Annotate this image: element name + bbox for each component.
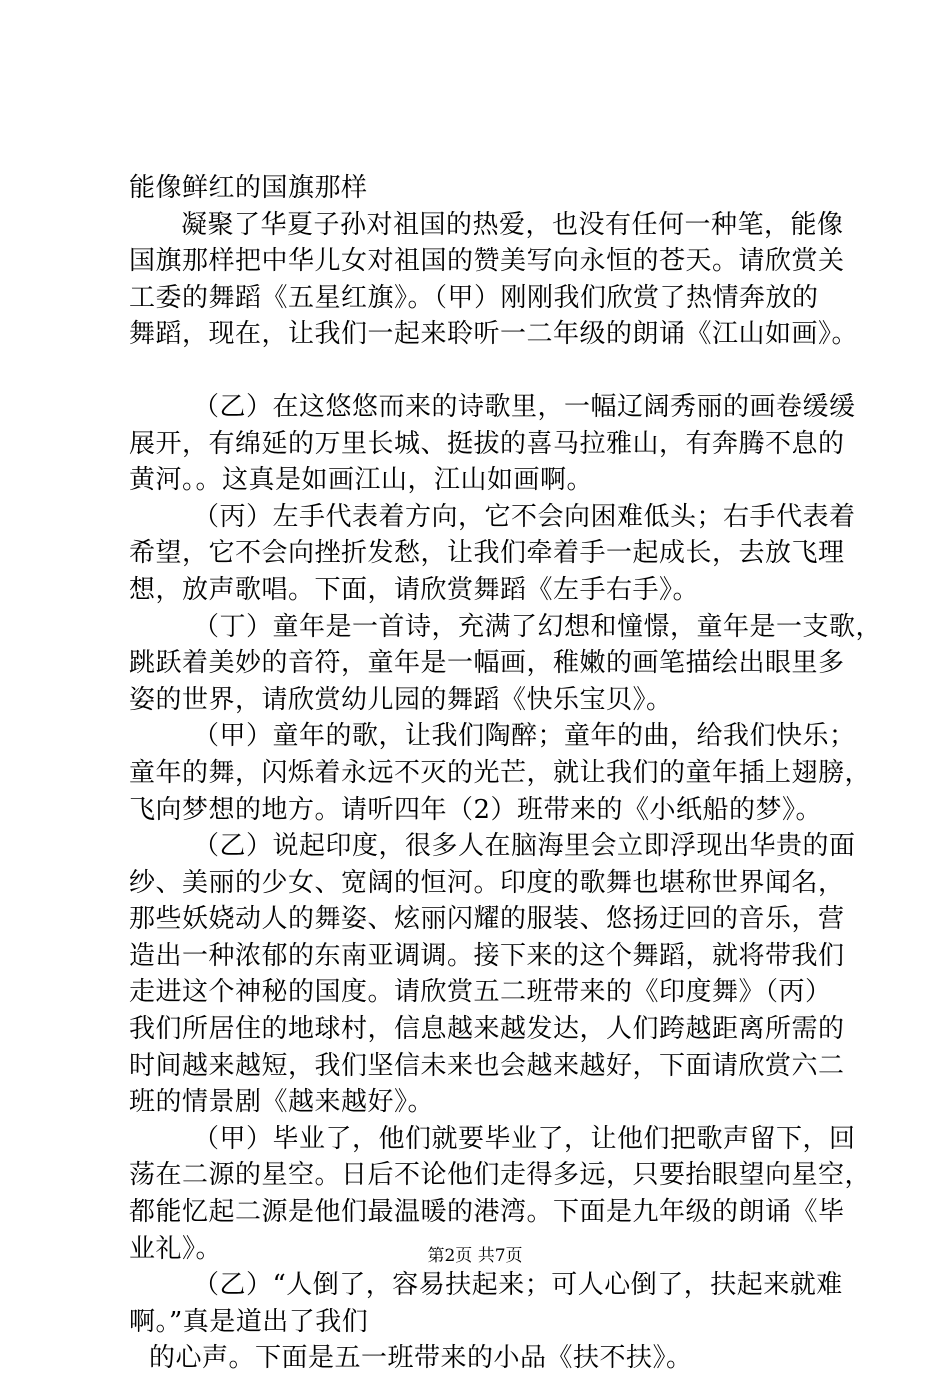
text-line: （甲）毕业了，他们就要毕业了，让他们把歌声留下，回: [193, 1123, 856, 1154]
text-line: 啊。”真是道出了我们: [129, 1306, 369, 1337]
text-line: （丙）左手代表着方向，它不会向困难低头；右手代表着: [193, 501, 856, 532]
document-body: [129, 170, 883, 1377]
text-line: 都能忆起二源是他们最温暖的港湾。下面是九年级的朗诵《毕: [129, 1197, 845, 1228]
text-line: 跳跃着美妙的音符，童年是一幅画，稚嫩的画笔描绘出眼里多: [129, 648, 845, 679]
text-line: 荡在二源的星空。日后不论他们走得多远，只要抬眼望向星空，: [129, 1160, 872, 1191]
text-line: 童年的舞，闪烁着永远不灭的光芒，就让我们的童年插上翅膀，: [129, 757, 872, 788]
text-line: （乙）“人倒了，容易扶起来；可人心倒了，扶起来就难: [193, 1270, 843, 1301]
text-line: 造出一种浓郁的东南亚调调。接下来的这个舞蹈，就将带我们: [129, 940, 845, 971]
text-line: 国旗那样把中华儿女对祖国的赞美写向永恒的苍天。请欣赏关: [129, 246, 845, 277]
text-line: 飞向梦想的地方。请听四年（2）班带来的《小纸船的梦》。: [129, 794, 823, 825]
text-line: （乙）说起印度，很多人在脑海里会立即浮现出华贵的面: [193, 831, 856, 862]
text-line: （丁）童年是一首诗，充满了幻想和憧憬，童年是一支歌，: [193, 611, 883, 642]
text-line: 时间越来越短，我们坚信未来也会越来越好，下面请欣赏六二: [129, 1050, 845, 1081]
text-line: （乙）在这悠悠而来的诗歌里，一幅辽阔秀丽的画卷缓缓: [193, 391, 856, 422]
text-line: 业礼》。: [129, 1233, 223, 1264]
text-line: 能像鲜红的国旗那样: [129, 173, 368, 203]
page-footer: 第2页 共7页: [427, 1246, 523, 1266]
text-line: 我们所居住的地球村，信息越来越发达，人们跨越距离所需的: [129, 1014, 845, 1045]
text-line: 展开，有绵延的万里长城、挺拔的喜马拉雅山，有奔腾不息的: [129, 428, 845, 459]
text-line: 希望，它不会向挫折发愁，让我们牵着手一起成长，去放飞理: [129, 538, 845, 569]
text-line: 黄河。。这真是如画江山，江山如画啊。: [129, 465, 594, 496]
text-line: 姿的世界，请欣赏幼儿园的舞蹈《快乐宝贝》。: [129, 684, 673, 715]
text-line: 的心声。下面是五一班带来的小品《扶不扶》。: [149, 1343, 693, 1374]
paragraph-gap: [129, 353, 839, 389]
text-line: 那些妖娆动人的舞姿、炫丽闪耀的服装、悠扬迂回的音乐，营: [129, 904, 845, 935]
text-line: （甲）童年的歌，让我们陶醉；童年的曲，给我们快乐；: [193, 721, 856, 752]
text-line: 舞蹈，现在，让我们一起来聆听一二年级的朗诵《江山如画》。: [129, 319, 859, 350]
text-line: 班的情景剧《越来越好》。: [129, 1087, 435, 1118]
text-line: 凝聚了华夏子孙对祖国的热爱，也没有任何一种笔，能像: [181, 209, 844, 240]
text-line: 想，放声歌唱。下面，请欣赏舞蹈《左手右手》。: [129, 574, 700, 605]
text-line: 工委的舞蹈《五星红旗》。（甲）刚刚我们欣赏了热情奔放的: [129, 282, 819, 313]
text-line: 走进这个神秘的国度。请欣赏五二班带来的《印度舞》（丙）: [129, 977, 832, 1008]
text-line: 纱、美丽的少女、宽阔的恒河。印度的歌舞也堪称世界闻名，: [129, 867, 845, 898]
